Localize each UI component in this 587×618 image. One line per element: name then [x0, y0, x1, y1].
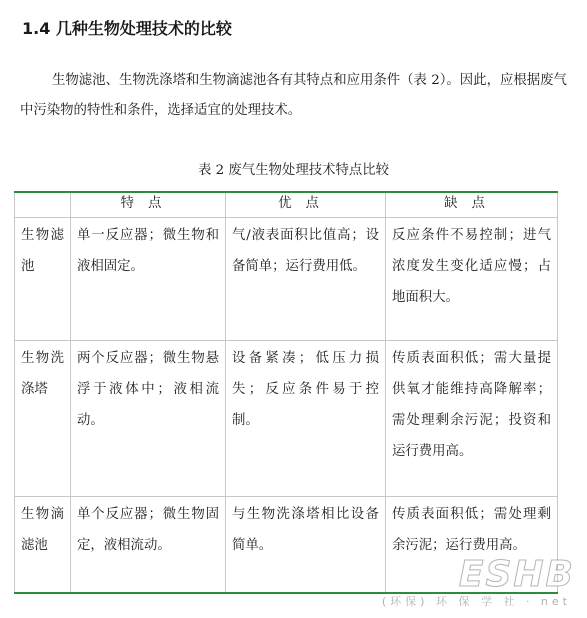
body-paragraph: 生物滤池、生物洗涤塔和生物滴滤池各有其特点和应用条件（表 2）。因此，应根据废气中污染物的特性和条件，选择适宜的处理技术。 — [20, 73, 567, 118]
disadvantages-cell: 传质表面积低；需大量提供氧才能维持高降解率；需处理剩余污泥；投资和运行费用高。 — [386, 341, 558, 497]
advantages-cell: 气/液表面积比值高；设备简单；运行费用低。 — [226, 218, 386, 341]
header-cell-empty — [15, 192, 71, 218]
header-cell-features: 特点 — [71, 192, 226, 218]
advantages-cell: 与生物洗涤塔相比设备简单。 — [226, 497, 386, 594]
row-name-cell: 生物滤池 — [15, 218, 71, 341]
row-name-cell: 生物洗涤塔 — [15, 341, 71, 497]
table-caption: 表 2 废气生物处理技术特点比较 — [197, 163, 390, 178]
features-cell: 单一反应器；微生物和液相固定。 — [71, 218, 226, 341]
comparison-table — [14, 191, 558, 594]
features-cell: 单个反应器；微生物固定，液相流动。 — [71, 497, 226, 594]
watermark-subtitle: (环保) 环 保 学 社 · net — [381, 595, 571, 608]
table-row — [15, 218, 558, 341]
row-name-cell: 生物滴滤池 — [15, 497, 71, 594]
disadvantages-cell: 传质表面积低；需处理剩余污泥；运行费用高。 — [386, 497, 558, 594]
table-row — [15, 341, 558, 497]
watermark-logo: ESHB — [458, 554, 575, 595]
table-header-row — [15, 192, 558, 218]
advantages-cell: 设备紧凑；低压力损失；反应条件易于控制。 — [226, 341, 386, 497]
table-row — [15, 497, 558, 594]
section-heading: 1.4 几种生物处理技术的比较 — [22, 19, 232, 38]
disadvantages-cell: 反应条件不易控制；进气浓度发生变化适应慢；占地面积大。 — [386, 218, 558, 341]
features-cell: 两个反应器；微生物悬浮于液体中；液相流动。 — [71, 341, 226, 497]
header-cell-disadvantages: 缺点 — [386, 192, 558, 218]
header-cell-advantages: 优点 — [226, 192, 386, 218]
